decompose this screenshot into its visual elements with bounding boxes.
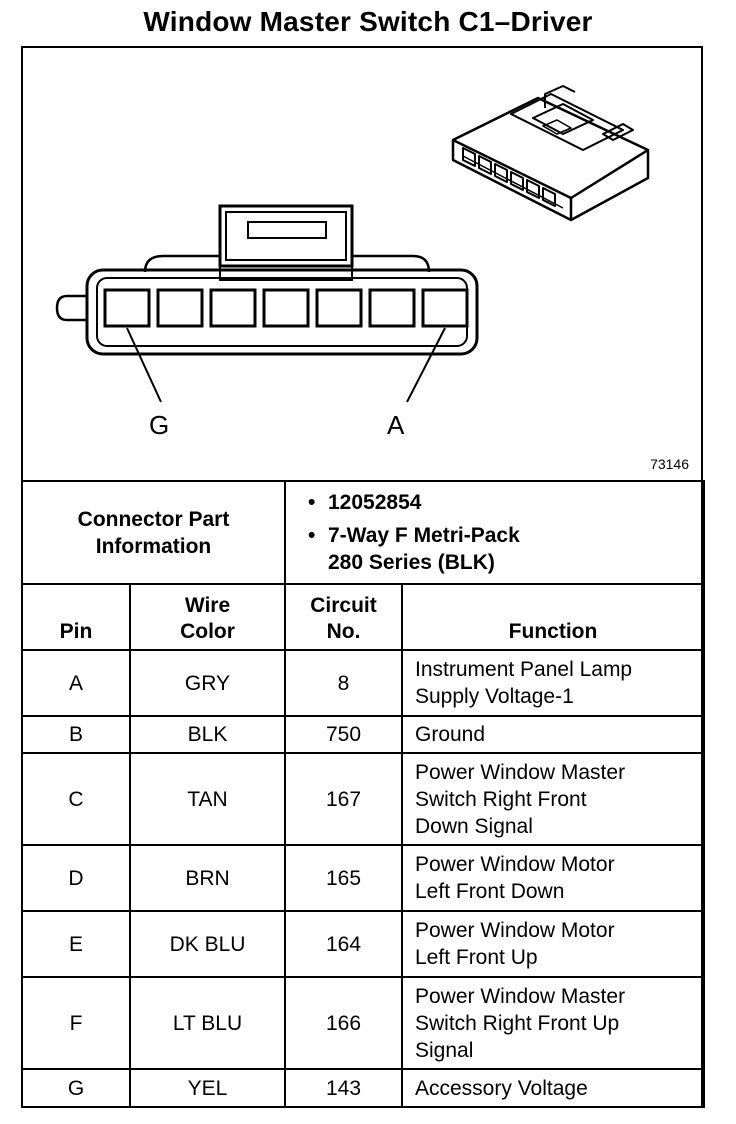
pin-cell: G xyxy=(22,1069,130,1107)
header-circuit: Circuit No. xyxy=(285,584,402,650)
header-function: Function xyxy=(402,584,704,650)
circuit-cell: 166 xyxy=(285,977,402,1069)
function-line: Switch Right Front xyxy=(415,787,587,811)
function-line: Signal xyxy=(415,1038,474,1062)
table-row xyxy=(22,977,704,1069)
page-title: Window Master Switch C1–Driver xyxy=(143,6,593,37)
function-line: Down Signal xyxy=(415,814,533,838)
connector-diagram xyxy=(23,48,701,480)
wire-color-cell: LT BLU xyxy=(130,977,285,1069)
pin-cell: D xyxy=(22,845,130,911)
function-line: Power Window Motor xyxy=(415,853,615,876)
connector-info-table xyxy=(21,480,705,585)
table-row xyxy=(22,845,704,911)
function-cell xyxy=(402,716,704,753)
wire-color-cell: TAN xyxy=(130,753,285,845)
function-line: Supply Voltage-1 xyxy=(415,685,574,708)
function-cell xyxy=(402,845,704,911)
table-row xyxy=(22,753,704,845)
table-row xyxy=(22,911,704,977)
pin-cell: C xyxy=(22,753,130,845)
function-cell xyxy=(402,650,704,716)
pin-cell: F xyxy=(22,977,130,1069)
function-line: Switch Right Front Up xyxy=(415,1011,620,1035)
pin-table xyxy=(21,583,705,1108)
pin-table-header xyxy=(22,584,704,650)
function-line: Instrument Panel Lamp xyxy=(415,658,633,681)
figure-number: 73146 xyxy=(650,456,689,472)
circuit-cell: 750 xyxy=(285,716,402,753)
pin-cell: B xyxy=(22,716,130,753)
connector-type: • 7-Way F Metri-Pack 280 Series (BLK) xyxy=(328,522,703,576)
circuit-cell: 143 xyxy=(285,1069,402,1107)
function-line: Ground xyxy=(415,723,486,746)
wire-color-cell: BLK xyxy=(130,716,285,753)
function-cell xyxy=(402,911,704,977)
circuit-cell: 167 xyxy=(285,753,402,845)
circuit-cell: 8 xyxy=(285,650,402,716)
function-line: Power Window Motor xyxy=(415,919,615,942)
wire-color-cell: YEL xyxy=(130,1069,285,1107)
wire-color-cell: DK BLU xyxy=(130,911,285,977)
wire-color-cell: BRN xyxy=(130,845,285,911)
header-pin: Pin xyxy=(22,584,130,650)
connector-info-heading: Connector Part Information xyxy=(22,481,285,584)
pin-label-g: G xyxy=(149,410,170,440)
pin-cell: E xyxy=(22,911,130,977)
wire-color-cell: GRY xyxy=(130,650,285,716)
connector-illustration xyxy=(23,48,701,480)
part-number: • 12052854 xyxy=(328,489,703,516)
function-line: Left Front Down xyxy=(415,880,565,903)
function-line: Accessory Voltage xyxy=(415,1076,588,1100)
header-wire-color: Wire Color xyxy=(130,584,285,650)
function-line: Power Window Master xyxy=(415,760,626,784)
table-row xyxy=(22,716,704,753)
function-line: Power Window Master xyxy=(415,984,626,1008)
pin-label-a: A xyxy=(387,410,405,440)
circuit-cell: 164 xyxy=(285,911,402,977)
pin-cell: A xyxy=(22,650,130,716)
connector-info-values xyxy=(285,481,704,584)
function-line: Left Front Up xyxy=(415,946,538,969)
function-cell xyxy=(402,753,704,845)
function-cell xyxy=(402,977,704,1069)
circuit-cell: 165 xyxy=(285,845,402,911)
function-cell xyxy=(402,1069,704,1107)
table-row xyxy=(22,650,704,716)
table-row xyxy=(22,1069,704,1107)
